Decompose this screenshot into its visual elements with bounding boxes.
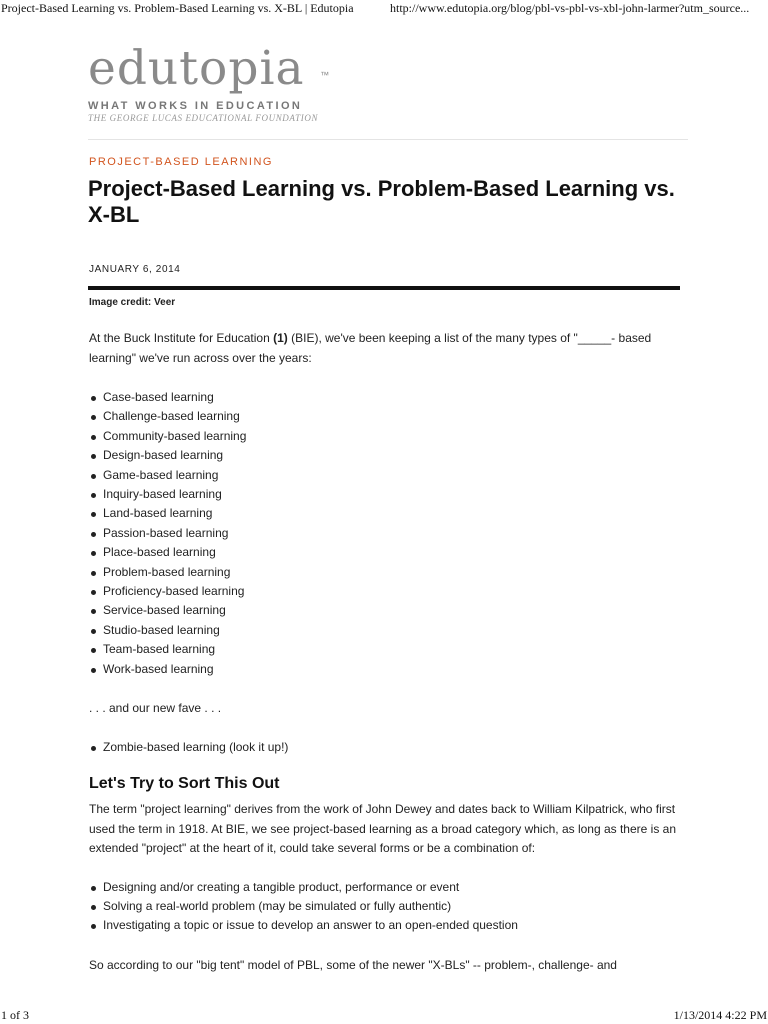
article-category-link[interactable]: PROJECT-BASED LEARNING	[89, 156, 273, 168]
list-item: Design-based learning	[89, 446, 679, 465]
list-item: Service-based learning	[89, 601, 679, 620]
list-item: Studio-based learning	[89, 621, 679, 640]
list-item: Inquiry-based learning	[89, 485, 679, 504]
list-item: Challenge-based learning	[89, 407, 679, 426]
logo-tagline: WHAT WORKS IN EDUCATION	[88, 100, 303, 112]
article-divider	[88, 286, 680, 290]
list-item: Passion-based learning	[89, 524, 679, 543]
learning-types-list	[89, 388, 679, 679]
new-fave-text: . . . and our new fave . . .	[89, 701, 222, 716]
list-item: Community-based learning	[89, 427, 679, 446]
fave-list	[89, 738, 679, 757]
list-item: Designing and/or creating a tangible product, performance or event	[89, 878, 679, 897]
list-item: Zombie-based learning (look it up!)	[89, 738, 679, 757]
list-item: Game-based learning	[89, 466, 679, 485]
article-title: Project-Based Learning vs. Problem-Based Learning vs. X-BL	[88, 176, 675, 227]
page-number: 1 of 3	[1, 1008, 29, 1022]
list-item: Solving a real-world problem (may be simulated or fully authentic)	[89, 897, 679, 916]
print-datetime: 1/13/2014 4:22 PM	[673, 1008, 767, 1022]
article-body	[89, 329, 679, 975]
section-heading: Let's Try to Sort This Out	[89, 775, 280, 792]
list-item: Case-based learning	[89, 388, 679, 407]
list-item: Problem-based learning	[89, 563, 679, 582]
print-header	[0, 0, 768, 18]
intro-paragraph: At the Buck Institute for Education (1) (BIE), we've been keeping a list of the many types of "_____- based learning" we've run across over the years:	[89, 331, 652, 365]
list-item: Team-based learning	[89, 640, 679, 659]
list-item: Land-based learning	[89, 504, 679, 523]
trademark-symbol: ™	[320, 70, 331, 80]
print-header-url: http://www.edutopia.org/blog/pbl-vs-pbl-vs-xbl-john-larmer?utm_source...	[390, 1, 750, 15]
term-paragraph: The term "project learning" derives from the work of John Dewey and dates back to William Kilpatrick, who first used the term in 1918. At BIE, we see project-based learning as a broad category which, as long as there is an extended "project" at the heart of it, could take several forms or be a combination of:	[89, 802, 677, 855]
pbl-forms-list	[89, 878, 679, 936]
list-item: Proficiency-based learning	[89, 582, 679, 601]
image-credit: Image credit: Veer	[89, 297, 176, 308]
list-item: Work-based learning	[89, 660, 679, 679]
print-header-title: Project-Based Learning vs. Problem-Based Learning vs. X-BL | Edutopia	[1, 1, 354, 15]
list-item: Investigating a topic or issue to develop an answer to an open-ended question	[89, 916, 679, 935]
header-divider	[88, 139, 688, 140]
logo-foundation: THE GEORGE LUCAS EDUCATIONAL FOUNDATION	[88, 113, 319, 123]
closing-paragraph: So according to our "big tent" model of PBL, some of the newer "X-BLs" -- problem-, challenge- and	[89, 957, 617, 972]
list-item: Place-based learning	[89, 543, 679, 562]
print-footer	[0, 1008, 768, 1024]
edutopia-logo[interactable]	[88, 41, 331, 123]
logo-wordmark: edutopia ™	[88, 44, 318, 94]
article-date: JANUARY 6, 2014	[89, 264, 181, 275]
footnote-reference[interactable]: (1)	[273, 331, 288, 345]
